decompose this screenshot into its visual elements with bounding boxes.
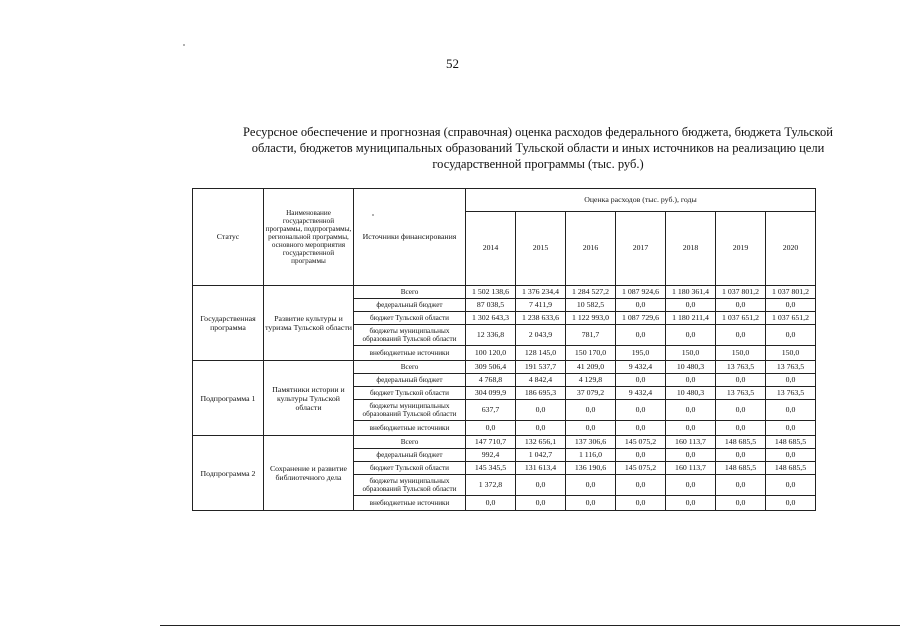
- value-cell: 4 768,8: [466, 374, 516, 387]
- value-cell: 0,0: [716, 475, 766, 496]
- value-cell: 0,0: [666, 496, 716, 511]
- value-cell: 128 145,0: [516, 346, 566, 361]
- value-cell: 10 582,5: [566, 299, 616, 312]
- value-cell: 1 238 633,6: [516, 312, 566, 325]
- value-cell: 0,0: [766, 449, 816, 462]
- value-cell: 131 613,4: [516, 462, 566, 475]
- value-cell: 191 537,7: [516, 361, 566, 374]
- value-cell: 0,0: [566, 475, 616, 496]
- value-cell: 0,0: [666, 325, 716, 346]
- value-cell: 4 842,4: [516, 374, 566, 387]
- value-cell: 4 129,8: [566, 374, 616, 387]
- value-cell: 147 710,7: [466, 436, 516, 449]
- value-cell: 87 038,5: [466, 299, 516, 312]
- header-year: 2019: [716, 212, 766, 286]
- header-source: Источники финансирования: [354, 189, 466, 286]
- value-cell: 37 079,2: [566, 387, 616, 400]
- program-name-cell: Сохранение и развитие библиотечного дела: [264, 436, 354, 511]
- value-cell: 0,0: [566, 400, 616, 421]
- source-cell: бюджеты муниципальных образований Тульской области: [354, 325, 466, 346]
- status-cell: Подпрограмма 1: [193, 361, 264, 436]
- value-cell: 1 042,7: [516, 449, 566, 462]
- value-cell: 0,0: [616, 449, 666, 462]
- value-cell: 1 087 729,6: [616, 312, 666, 325]
- title-line-1: Ресурсное обеспечение и прогнозная (справочная) оценка расходов федерального бюджета, бюджета Тульской: [243, 125, 833, 139]
- header-year: 2020: [766, 212, 816, 286]
- header-year: 2016: [566, 212, 616, 286]
- value-cell: 148 685,5: [716, 462, 766, 475]
- value-cell: 0,0: [666, 374, 716, 387]
- table-body: [193, 286, 816, 511]
- value-cell: 160 113,7: [666, 462, 716, 475]
- scan-speck: [372, 214, 374, 216]
- value-cell: 992,4: [466, 449, 516, 462]
- value-cell: 0,0: [466, 496, 516, 511]
- value-cell: 781,7: [566, 325, 616, 346]
- value-cell: 0,0: [516, 421, 566, 436]
- value-cell: 0,0: [766, 496, 816, 511]
- value-cell: 145 345,5: [466, 462, 516, 475]
- program-name-cell: Развитие культуры и туризма Тульской области: [264, 286, 354, 361]
- table-row: [193, 436, 816, 449]
- value-cell: 13 763,5: [716, 387, 766, 400]
- value-cell: 1 116,0: [566, 449, 616, 462]
- value-cell: 100 120,0: [466, 346, 516, 361]
- value-cell: 10 480,3: [666, 387, 716, 400]
- status-cell: Государственная программа: [193, 286, 264, 361]
- value-cell: 132 656,1: [516, 436, 566, 449]
- value-cell: 1 087 924,6: [616, 286, 666, 299]
- value-cell: 1 037 651,2: [716, 312, 766, 325]
- value-cell: 9 432,4: [616, 387, 666, 400]
- value-cell: 1 037 801,2: [766, 286, 816, 299]
- header-name: Наименование государственной программы, подпрограммы, региональной программы, основного мероприятия государственной программы: [264, 189, 354, 286]
- scan-speck: [183, 44, 185, 46]
- value-cell: 186 695,3: [516, 387, 566, 400]
- value-cell: 0,0: [516, 475, 566, 496]
- value-cell: 0,0: [666, 421, 716, 436]
- header-year: 2018: [666, 212, 716, 286]
- source-cell: бюджеты муниципальных образований Тульской области: [354, 475, 466, 496]
- value-cell: 0,0: [516, 496, 566, 511]
- table-row: [193, 286, 816, 299]
- title-line-3: государственной программы (тыс. руб.): [432, 157, 644, 171]
- source-cell: внебюджетные источники: [354, 346, 466, 361]
- footer-rule: [160, 625, 900, 626]
- value-cell: 0,0: [566, 421, 616, 436]
- value-cell: 148 685,5: [766, 462, 816, 475]
- source-cell: бюджет Тульской области: [354, 312, 466, 325]
- value-cell: 0,0: [716, 374, 766, 387]
- value-cell: 7 411,9: [516, 299, 566, 312]
- value-cell: 13 763,5: [766, 387, 816, 400]
- value-cell: 0,0: [766, 400, 816, 421]
- value-cell: 160 113,7: [666, 436, 716, 449]
- value-cell: 0,0: [766, 475, 816, 496]
- value-cell: 1 122 993,0: [566, 312, 616, 325]
- value-cell: 0,0: [616, 299, 666, 312]
- value-cell: 0,0: [616, 496, 666, 511]
- value-cell: 1 372,8: [466, 475, 516, 496]
- source-cell: федеральный бюджет: [354, 299, 466, 312]
- value-cell: 0,0: [716, 496, 766, 511]
- value-cell: 10 480,3: [666, 361, 716, 374]
- value-cell: 0,0: [666, 299, 716, 312]
- title-line-2: области, бюджетов муниципальных образований Тульской области и иных источников на реализацию цели: [251, 141, 825, 155]
- value-cell: 637,7: [466, 400, 516, 421]
- source-cell: Всего: [354, 436, 466, 449]
- program-name-cell: Памятники истории и культуры Тульской области: [264, 361, 354, 436]
- source-cell: внебюджетные источники: [354, 496, 466, 511]
- header-status: Статус: [193, 189, 264, 286]
- source-cell: бюджет Тульской области: [354, 387, 466, 400]
- value-cell: 309 506,4: [466, 361, 516, 374]
- value-cell: 0,0: [666, 400, 716, 421]
- value-cell: 0,0: [566, 496, 616, 511]
- value-cell: 195,0: [616, 346, 666, 361]
- header-year: 2017: [616, 212, 666, 286]
- value-cell: 137 306,6: [566, 436, 616, 449]
- value-cell: 1 302 643,3: [466, 312, 516, 325]
- value-cell: 1 376 234,4: [516, 286, 566, 299]
- value-cell: 0,0: [616, 475, 666, 496]
- value-cell: 150,0: [716, 346, 766, 361]
- budget-table: [192, 188, 816, 511]
- header-year: 2015: [516, 212, 566, 286]
- source-cell: внебюджетные источники: [354, 421, 466, 436]
- page-number: 52: [446, 56, 459, 71]
- value-cell: 150,0: [766, 346, 816, 361]
- status-cell: Подпрограмма 2: [193, 436, 264, 511]
- value-cell: 0,0: [766, 374, 816, 387]
- value-cell: 0,0: [516, 400, 566, 421]
- value-cell: 1 037 801,2: [716, 286, 766, 299]
- value-cell: 1 284 527,2: [566, 286, 616, 299]
- value-cell: 13 763,5: [716, 361, 766, 374]
- value-cell: 0,0: [616, 400, 666, 421]
- value-cell: 0,0: [616, 421, 666, 436]
- source-cell: бюджеты муниципальных образований Тульской области: [354, 400, 466, 421]
- value-cell: 0,0: [666, 449, 716, 462]
- value-cell: 150 170,0: [566, 346, 616, 361]
- table-row: [193, 361, 816, 374]
- value-cell: 12 336,8: [466, 325, 516, 346]
- header-estimate: Оценка расходов (тыс. руб.), годы: [466, 189, 816, 212]
- value-cell: 0,0: [766, 421, 816, 436]
- value-cell: 0,0: [466, 421, 516, 436]
- value-cell: 1 502 138,6: [466, 286, 516, 299]
- source-cell: федеральный бюджет: [354, 449, 466, 462]
- value-cell: 1 180 361,4: [666, 286, 716, 299]
- source-cell: федеральный бюджет: [354, 374, 466, 387]
- value-cell: 0,0: [716, 325, 766, 346]
- value-cell: 136 190,6: [566, 462, 616, 475]
- source-cell: Всего: [354, 286, 466, 299]
- value-cell: 145 075,2: [616, 436, 666, 449]
- value-cell: 0,0: [716, 449, 766, 462]
- value-cell: 0,0: [616, 325, 666, 346]
- document-title: [232, 124, 844, 172]
- value-cell: 304 099,9: [466, 387, 516, 400]
- source-cell: Всего: [354, 361, 466, 374]
- value-cell: 13 763,5: [766, 361, 816, 374]
- value-cell: 41 209,0: [566, 361, 616, 374]
- value-cell: 2 043,9: [516, 325, 566, 346]
- value-cell: 0,0: [716, 299, 766, 312]
- value-cell: 0,0: [716, 421, 766, 436]
- value-cell: 0,0: [766, 325, 816, 346]
- value-cell: 150,0: [666, 346, 716, 361]
- value-cell: 148 685,5: [766, 436, 816, 449]
- value-cell: 1 037 651,2: [766, 312, 816, 325]
- value-cell: 0,0: [666, 475, 716, 496]
- source-cell: бюджет Тульской области: [354, 462, 466, 475]
- value-cell: 145 075,2: [616, 462, 666, 475]
- value-cell: 1 180 211,4: [666, 312, 716, 325]
- value-cell: 0,0: [616, 374, 666, 387]
- value-cell: 9 432,4: [616, 361, 666, 374]
- header-year: 2014: [466, 212, 516, 286]
- value-cell: 0,0: [766, 299, 816, 312]
- value-cell: 148 685,5: [716, 436, 766, 449]
- value-cell: 0,0: [716, 400, 766, 421]
